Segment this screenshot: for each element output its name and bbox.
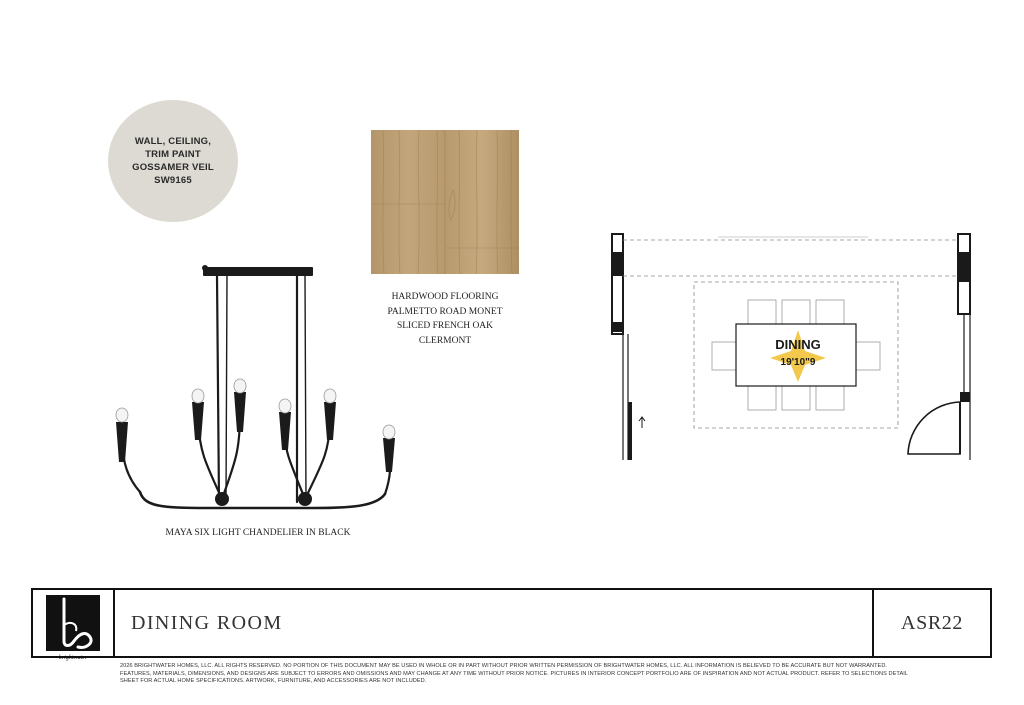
flooring-caption-line: CLERMONT bbox=[418, 335, 472, 346]
paint-label-line: GOSSAMER VEIL bbox=[132, 162, 214, 173]
hardwood-flooring-swatch bbox=[371, 130, 519, 274]
room-dimensions: 19'10"9 bbox=[780, 357, 816, 368]
chandelier-image bbox=[105, 262, 405, 514]
title-block bbox=[31, 588, 992, 661]
dining-floor-plan bbox=[608, 232, 974, 462]
logo-wordmark: brightwater bbox=[58, 655, 88, 661]
plan-code-cell bbox=[872, 590, 990, 656]
logo-cell bbox=[33, 590, 115, 661]
paint-label-line: SW9165 bbox=[154, 175, 192, 186]
flooring-caption-line: SLICED FRENCH OAK bbox=[396, 321, 494, 331]
paint-label-line: TRIM PAINT bbox=[145, 149, 201, 160]
room-label: DINING bbox=[775, 337, 821, 352]
copyright-disclaimer: 2026 BRIGHTWATER HOMES, LLC. ALL RIGHTS RESERVED. NO PORTION OF THIS DOCUMENT MAY BE USED IN WHOLE OR IN PART WITHOUT PRIOR WRITTEN PERMISSION OF BRIGHTWATER HOMES, LLC. ALL INFORMATION IS BELIEVED TO BE ACCURATE BUT NOT WARRANTED. FEATURES, MATERIALS, DIMENSIONS, AND DESIGNS ARE SUBJECT TO ERRORS AND OMISSIONS AND MAY CHANGE AT ANY TIME WITHOUT PRIOR NOTICE. PICTURES IN INTERIOR CONCEPT PORTFOLIO ARE OF INSPIRATION AND NOT ACTUAL PRODUCT. REFER TO SELECTIONS DETAIL SHEET FOR ACTUAL HOME SPECIFICATIONS. ARTWORK, FURNITURE, AND ACCESSORIES ARE NOT INCLUDED. bbox=[120, 663, 908, 684]
chandelier-caption: MAYA SIX LIGHT CHANDELIER IN BLACK bbox=[165, 528, 351, 538]
room-title-cell bbox=[115, 590, 872, 656]
flooring-caption-line: HARDWOOD FLOORING bbox=[391, 292, 499, 302]
paint-color-swatch bbox=[108, 100, 238, 222]
flooring-caption-line: PALMETTO ROAD MONET bbox=[387, 306, 503, 317]
brightwater-logo bbox=[46, 595, 100, 661]
paint-label bbox=[132, 135, 214, 187]
paint-label-line: WALL, CEILING, bbox=[134, 136, 212, 147]
room-title: DINING ROOM bbox=[131, 611, 283, 634]
plan-code: ASR22 bbox=[901, 611, 963, 634]
